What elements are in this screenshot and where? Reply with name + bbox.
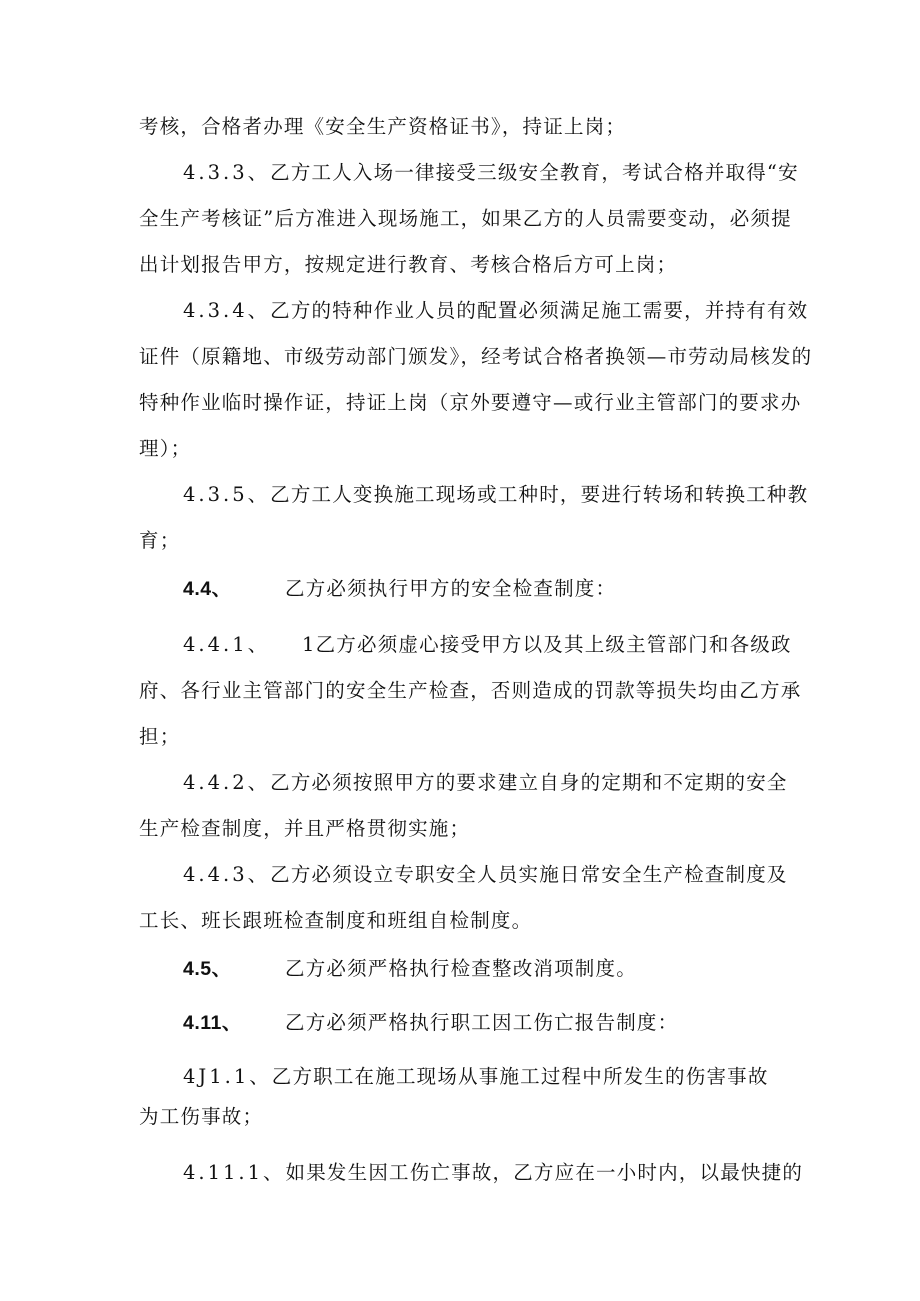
text-line: 特种作业临时操作证，持证上岗（京外要遵守—或行业主管部门的要求办 [139, 391, 802, 414]
section-number-4-11: 4.11、 [183, 1012, 242, 1034]
text-line: 育； [139, 529, 181, 552]
section-heading: 乙方必须执行甲方的安全检查制度： [285, 577, 617, 600]
clause-4-4-3: 4.4.3、乙方必须设立专职安全人员实施日常安全生产检查制度及 [183, 863, 788, 886]
section-heading: 乙方必须严格执行职工因工伤亡报告制度： [285, 1011, 679, 1034]
clause-number: 4.4.2、 [183, 771, 271, 794]
section-number-4-5: 4.5、 [183, 958, 232, 980]
text-line: 考核，合格者办理《安全生产资格证书》，持证上岗； [139, 115, 627, 138]
text-line: 府、各行业主管部门的安全生产检查，否则造成的罚款等损失均由乙方承 [139, 679, 802, 702]
clause-4-3-5: 4.3.5、乙方工人变换施工现场或工种时，要进行转场和转换工种教 [183, 483, 809, 506]
clause-4-3-4: 4.3.4、乙方的特种作业人员的配置必须满足施工需要，并持有有效 [183, 299, 809, 322]
clause-4-11-1: 4.11.1、如果发生因工伤亡事故，乙方应在一小时内，以最快捷的 [183, 1161, 804, 1184]
clause-number: 4.3.5、 [183, 483, 271, 506]
clause-number: 4.3.3、 [183, 161, 271, 184]
clause-number: 4.4.3、 [183, 863, 271, 886]
text-line: 全生产考核证”后方准进入现场施工，如果乙方的人员需要变动，必须提 [139, 207, 792, 230]
text-line: 理）； [139, 437, 192, 460]
clause-4-3-3: 4.3.3、乙方工人入场一律接受三级安全教育，考试合格并取得“安 [183, 161, 799, 184]
clause-number: 4J1.1、 [183, 1065, 272, 1088]
section-heading: 乙方必须严格执行检查整改消项制度。 [285, 957, 637, 980]
text-line: 生产检查制度，并且严格贯彻实施； [139, 817, 471, 840]
clause-number-4-4-1: 4.4.1、 [183, 633, 271, 656]
text-line: 为工伤事故； [139, 1105, 264, 1128]
text-line: 1乙方必须虚心接受甲方以及其上级主管部门和各级政 [302, 633, 792, 656]
section-number-4-4: 4.4、 [183, 578, 232, 600]
text-line: 担； [139, 725, 181, 748]
clause-4j1-1: 4J1.1、乙方职工在施工现场从事施工过程中所发生的伤害事故 [183, 1065, 769, 1088]
text-line: 工长、班长跟班检查制度和班组自检制度。 [139, 909, 533, 932]
text-line: 证件（原籍地、市级劳动部门颁发》，经考试合格者换领—市劳动局核发的 [139, 345, 813, 368]
clause-number: 4.11.1、 [183, 1161, 286, 1184]
clause-4-4-2: 4.4.2、乙方必须按照甲方的要求建立自身的定期和不定期的安全 [183, 771, 788, 794]
clause-number: 4.3.4、 [183, 299, 271, 322]
text-line: 出计划报告甲方，按规定进行教育、考核合格后方可上岗； [139, 253, 678, 276]
